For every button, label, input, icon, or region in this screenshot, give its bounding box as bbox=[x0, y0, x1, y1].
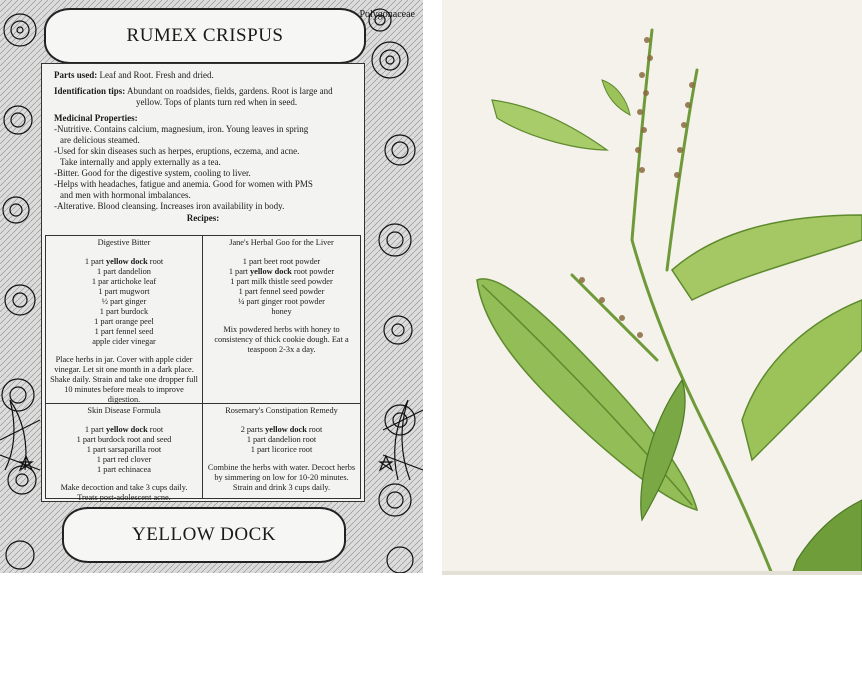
recipe-ingredient: 1 part mugwort bbox=[98, 287, 150, 296]
common-name-plate bbox=[62, 507, 346, 563]
recipe-ingredient: 1 part fennel seed bbox=[94, 327, 154, 336]
recipes-title: Recipes: bbox=[186, 213, 220, 223]
identification-tips: Identification tips: Abundant on roadsides, fields, gardens. Root is large and yellow. Tops of plants turn red when in seed. bbox=[54, 86, 333, 107]
recipe-skin-disease bbox=[46, 404, 203, 502]
recipe-ingredient: 1 par artichoke leaf bbox=[91, 277, 157, 286]
paper-deckled-edge bbox=[442, 571, 862, 575]
recipe-ingredient: 1 part yellow dock root bbox=[84, 257, 164, 266]
common-name: YELLOW DOCK bbox=[132, 524, 276, 545]
recipe-ingredient: apple cider vinegar bbox=[92, 337, 156, 346]
medicinal-item-cont: Take internally and apply externally as a tea. bbox=[60, 157, 221, 167]
recipe-ingredient: 1 part echinacea bbox=[97, 465, 151, 474]
recipe-ingredient: 1 part dandelion root bbox=[246, 435, 317, 444]
recipe-ingredient: 1 part licorice root bbox=[250, 445, 313, 454]
recipe-ingredient: 1 part yellow dock root powder bbox=[228, 267, 335, 276]
recipe-constipation-remedy bbox=[203, 404, 360, 498]
medicinal-item-cont: are delicious steamed. bbox=[60, 135, 140, 145]
recipe-directions: Place herbs in jar. Cover with apple cider vinegar. Let sit one month in a dark place. Shake daily. Strain and take one dropper full 10 minutes before meals to improve digestion. bbox=[50, 355, 198, 404]
recipe-title: Skin Disease Formula bbox=[87, 406, 161, 415]
recipe-ingredient: 1 part fennel seed powder bbox=[238, 287, 325, 296]
recipe-ingredient: ¼ part ginger root powder bbox=[238, 297, 325, 306]
watercolor-illustration bbox=[442, 0, 862, 574]
upper-right-leaf bbox=[672, 215, 862, 300]
recipe-directions: Mix powdered herbs with honey to consistency of thick cookie dough. Eat a teaspoon 2-3x a day. bbox=[214, 325, 349, 354]
medicinal-item: -Used for skin diseases such as herpes, eruptions, eczema, and acne. bbox=[54, 146, 300, 156]
recipe-ingredient: 1 part milk thistle seed powder bbox=[230, 277, 333, 286]
recipe-title: Rosemary's Constipation Remedy bbox=[225, 406, 338, 415]
recipe-ingredient: honey bbox=[271, 307, 292, 316]
medicinal-item-cont: and men with hormonal imbalances. bbox=[60, 190, 191, 200]
recipe-directions: Combine the herbs with water. Decoct herbs by simmering on low for 10-20 minutes. Strain and drink 3 cups daily. bbox=[207, 463, 356, 492]
recipe-ingredient: 1 part red clover bbox=[96, 455, 152, 464]
recipe-digestive-bitter bbox=[46, 236, 203, 404]
recipe-ingredient: 1 part burdock bbox=[99, 307, 149, 316]
parts-used: Parts used: Leaf and Root. Fresh and dried. bbox=[54, 70, 214, 80]
right-leaf bbox=[742, 300, 862, 460]
info-panel bbox=[41, 63, 365, 502]
medicinal-item: -Alterative. Blood cleansing. Increases iron availability in body. bbox=[54, 201, 285, 211]
recipe-ingredient: 1 part orange peel bbox=[94, 317, 154, 326]
latin-name: RUMEX CRISPUS bbox=[126, 25, 284, 46]
recipe-herbal-goo bbox=[203, 236, 360, 404]
recipe-ingredient: 1 part sarsaparilla root bbox=[86, 445, 162, 454]
upper-left-leaf bbox=[492, 100, 607, 150]
recipe-ingredient: 1 part burdock root and seed bbox=[76, 435, 172, 444]
recipe-title: Jane's Herbal Goo for the Liver bbox=[229, 238, 334, 247]
bottom-right-leaf bbox=[792, 500, 862, 574]
medicinal-item: -Helps with headaches, fatigue and anemia. Good for women with PMS bbox=[54, 179, 313, 189]
recipe-title: Digestive Bitter bbox=[97, 238, 151, 247]
latin-name-plate bbox=[44, 8, 366, 64]
recipe-ingredient: 1 part dandelion bbox=[97, 267, 151, 276]
medicinal-item: -Nutritive. Contains calcium, magnesium, iron. Young leaves in spring bbox=[54, 124, 309, 134]
medicinal-list bbox=[54, 124, 352, 212]
recipe-ingredient: ½ part ginger bbox=[101, 297, 147, 306]
recipe-ingredient: 1 part beet root powder bbox=[242, 257, 321, 266]
herbal-card bbox=[0, 0, 423, 573]
yellow-dock-plant-painting bbox=[442, 0, 862, 574]
small-leaf bbox=[602, 80, 630, 115]
medicinal-item: -Bitter. Good for the digestive system, cooling to liver. bbox=[54, 168, 251, 178]
recipe-ingredient: 2 parts yellow dock root bbox=[240, 425, 323, 434]
recipes-grid bbox=[45, 235, 361, 502]
recipe-directions: Make decoction and take 3 cups daily. Treats post-adolescent acne. bbox=[60, 483, 188, 502]
plant-family: Polygonaceae bbox=[359, 9, 415, 20]
medicinal-title: Medicinal Properties: bbox=[54, 113, 138, 123]
recipe-ingredient: 1 part yellow dock root bbox=[84, 425, 164, 434]
